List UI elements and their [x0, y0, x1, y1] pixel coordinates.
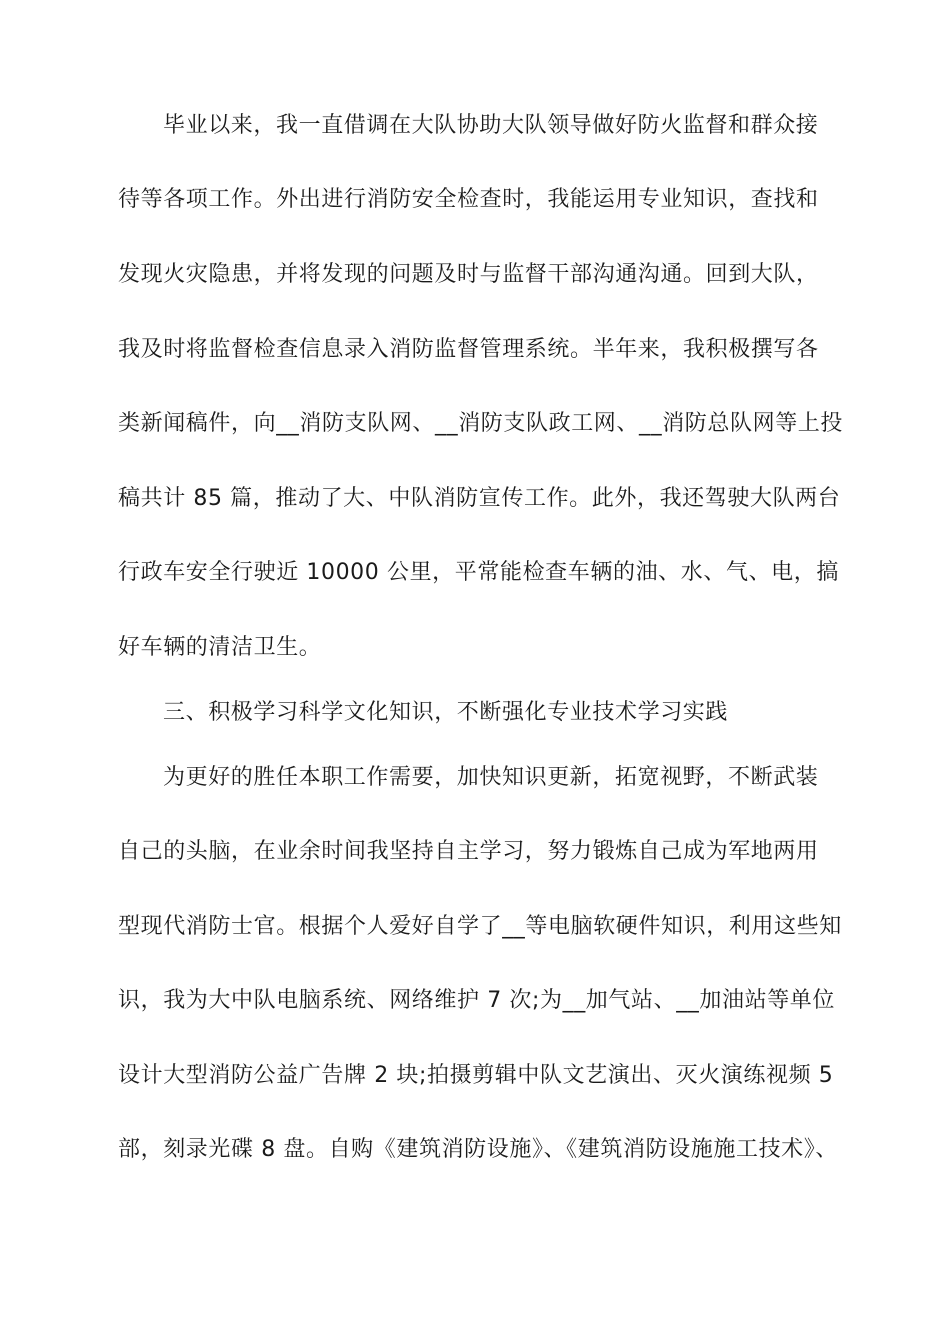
paragraph-line: 待等各项工作。外出进行消防安全检查时，我能运用专业知识，查找和 — [118, 187, 819, 212]
paragraph-line: 部，刻录光碟 8 盘。自购《建筑消防设施》、《建筑消防设施施工技术》、 — [118, 1137, 838, 1162]
paragraph-line: 型现代消防士官。根据个人爱好自学了__等电脑软硬件知识，利用这些知 — [118, 914, 842, 939]
paragraph-line: 稿共计 85 篇，推动了大、中队消防宣传工作。此外，我还驾驶大队两台 — [118, 486, 841, 511]
paragraph-line: 发现火灾隐患，并将发现的问题及时与监督干部沟通沟通。回到大队， — [118, 262, 819, 287]
paragraph-line: 识，我为大中队电脑系统、网络维护 7 次;为__加气站、__加油站等单位 — [118, 988, 835, 1013]
paragraph-line: 类新闻稿件，向__消防支队网、__消防支队政工网、__消防总队网等上投 — [118, 411, 844, 436]
paragraph-line: 行政车安全行驶近 10000 公里，平常能检查车辆的油、水、气、电，搞 — [118, 560, 839, 585]
paragraph-line: 设计大型消防公益广告牌 2 块;拍摄剪辑中队文艺演出、灭火演练视频 5 — [118, 1063, 834, 1088]
paragraph-line: 自己的头脑，在业余时间我坚持自主学习，努力锻炼自己成为军地两用 — [118, 839, 819, 864]
paragraph-line: 毕业以来，我一直借调在大队协助大队领导做好防火监督和群众接 — [163, 113, 819, 138]
paragraph-line: 我及时将监督检查信息录入消防监督管理系统。半年来，我积极撰写各 — [118, 337, 819, 362]
paragraph-line: 好车辆的清洁卫生。 — [118, 635, 322, 660]
section-heading: 三、积极学习科学文化知识，不断强化专业技术学习实践 — [163, 700, 729, 725]
paragraph-line: 为更好的胜任本职工作需要，加快知识更新，拓宽视野，不断武装 — [163, 765, 819, 790]
